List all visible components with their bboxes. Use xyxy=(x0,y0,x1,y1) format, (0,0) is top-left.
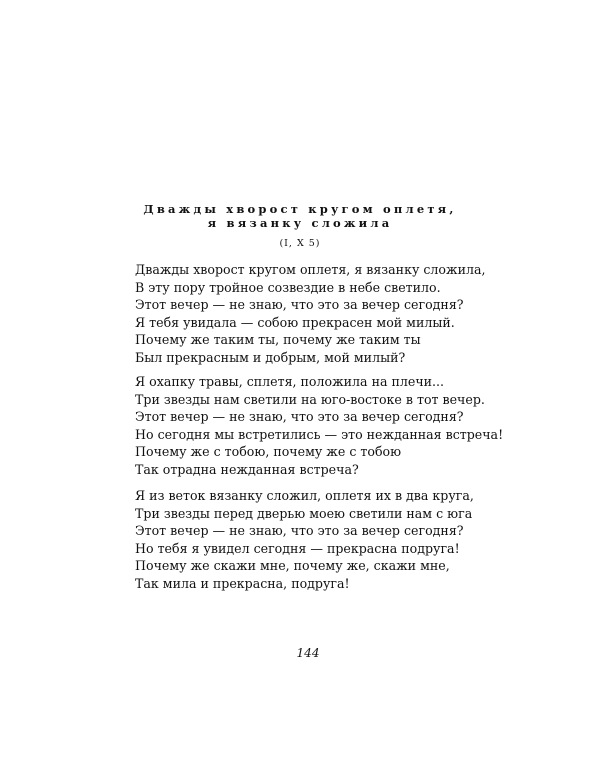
verse-line: Почему же таким ты, почему же таким ты xyxy=(135,332,421,348)
verse-line: Три звезды нам светили на юго-востоке в тот вечер. xyxy=(135,391,485,407)
verse-line: Почему же с тобою, почему же с тобою xyxy=(135,444,402,460)
verse-line: В эту пору тройное созвездие в небе светило. xyxy=(135,279,441,295)
verse-line: Три звезды перед дверью моею светили нам с юга xyxy=(135,505,473,521)
poem-title-line-2: я вязанку сложила xyxy=(207,216,393,230)
verse-line: Этот вечер — не знаю, что это за вечер сегодня? xyxy=(135,409,464,425)
poem-reference: (I, X 5) xyxy=(279,238,321,249)
verse-line: Почему же скажи мне, почему же, скажи мне, xyxy=(135,558,450,574)
verse-line: Так отрадна нежданная встреча? xyxy=(135,461,359,477)
verse-line: Но сегодня мы встретились — это нежданная встреча! xyxy=(135,426,504,442)
verse-line: Я из веток вязанку сложил, оплетя их в два круга, xyxy=(135,488,474,503)
verse-line: Этот вечер — не знаю, что это за вечер сегодня? xyxy=(135,297,464,313)
stanza-2 xyxy=(135,373,503,479)
verse-line: Дважды хворост кругом оплетя, я вязанку сложила, xyxy=(135,262,486,277)
verse-line: Но тебя я увидел сегодня — прекрасна подруга! xyxy=(135,540,460,556)
stanza-3 xyxy=(135,487,474,593)
verse-line: Так мила и прекрасна, подруга! xyxy=(135,575,350,591)
stanza-1 xyxy=(135,261,485,367)
verse-line: Этот вечер — не знаю, что это за вечер сегодня? xyxy=(135,523,464,539)
verse-line: Я тебя увидала — собою прекрасен мой милый. xyxy=(135,314,455,330)
page-number: 144 xyxy=(296,646,320,660)
verse-line: Я охапку травы, сплетя, положила на плечи... xyxy=(135,374,445,389)
verse-line: Был прекрасным и добрым, мой милый? xyxy=(135,349,406,365)
poem-title-line-1: Дважды хворост кругом оплетя, xyxy=(143,202,457,216)
